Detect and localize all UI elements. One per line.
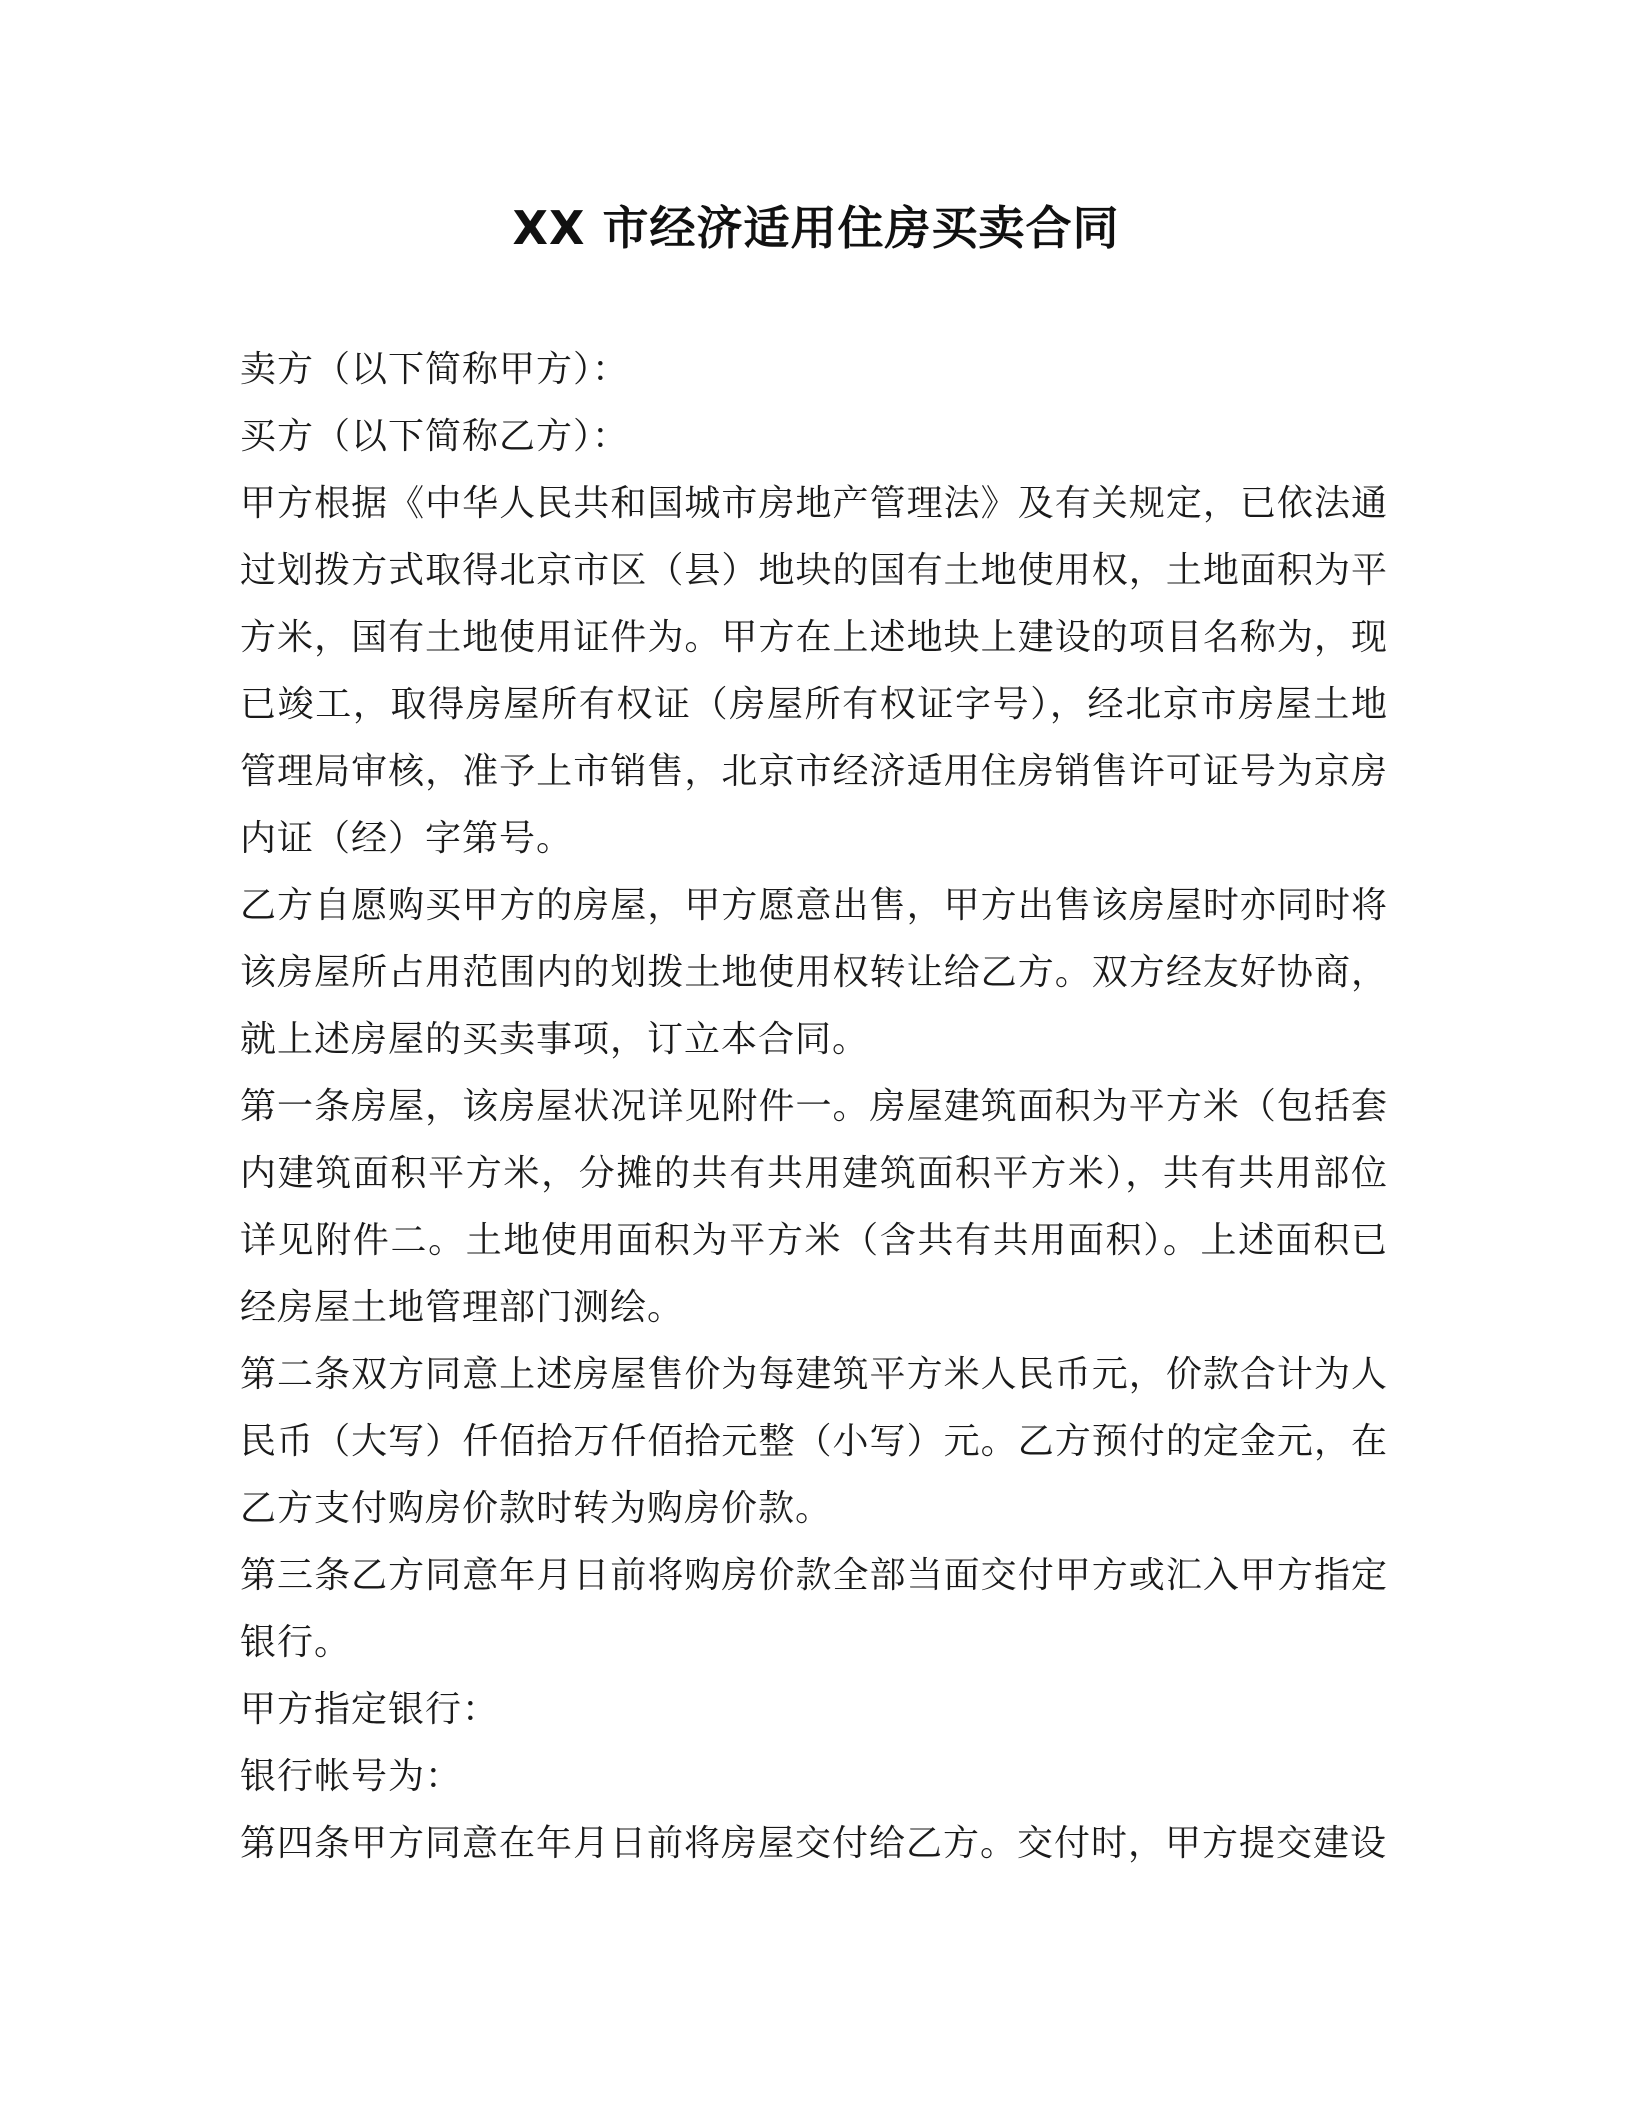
paragraph-land-use-right: 甲方根据《中华人民共和国城市房地产管理法》及有关规定，已依法通过划拨方式取得北京市区（县）地块的国有土地使用权，土地面积为平方米，国有土地使用证件为。甲方在上述地块上建设的项目名称为，现已竣工，取得房屋所有权证（房屋所有权证字号），经北京市房屋土地管理局审核，准予上市销售，北京市经济适用住房销售许可证号为京房内证（经）字第号。 — [240, 483, 1388, 859]
paragraph-seller: 卖方（以下简称甲方）： — [240, 349, 630, 390]
document-body — [240, 336, 1388, 1877]
paragraph-buyer: 买方（以下简称乙方）： — [240, 416, 630, 457]
paragraph-article-3: 第三条乙方同意年月日前将购房价款全部当面交付甲方或汇入甲方指定银行。 — [240, 1555, 1388, 1663]
paragraph-bank-account: 银行帐号为： — [240, 1756, 463, 1797]
paragraph-article-1: 第一条房屋，该房屋状况详见附件一。房屋建筑面积为平方米（包括套内建筑面积平方米，分摊的共有共用建筑面积平方米），共有共用部位详见附件二。土地使用面积为平方米（含共有共用面积）。上述面积已经房屋土地管理部门测绘。 — [240, 1086, 1388, 1328]
paragraph-article-4: 第四条甲方同意在年月日前将房屋交付给乙方。交付时，甲方提交建设 — [240, 1823, 1388, 1864]
document-title: XX 市经济适用住房买卖合同 — [512, 201, 1120, 255]
paragraph-purchase-intent: 乙方自愿购买甲方的房屋，甲方愿意出售，甲方出售该房屋时亦同时将该房屋所占用范围内的划拨土地使用权转让给乙方。双方经友好协商，就上述房屋的买卖事项，订立本合同。 — [240, 885, 1388, 1060]
paragraph-designated-bank: 甲方指定银行： — [240, 1689, 500, 1730]
paragraph-article-2: 第二条双方同意上述房屋售价为每建筑平方米人民币元，价款合计为人民币（大写）仟佰拾万仟佰拾元整（小写）元。乙方预付的定金元，在乙方支付购房价款时转为购房价款。 — [240, 1354, 1388, 1529]
